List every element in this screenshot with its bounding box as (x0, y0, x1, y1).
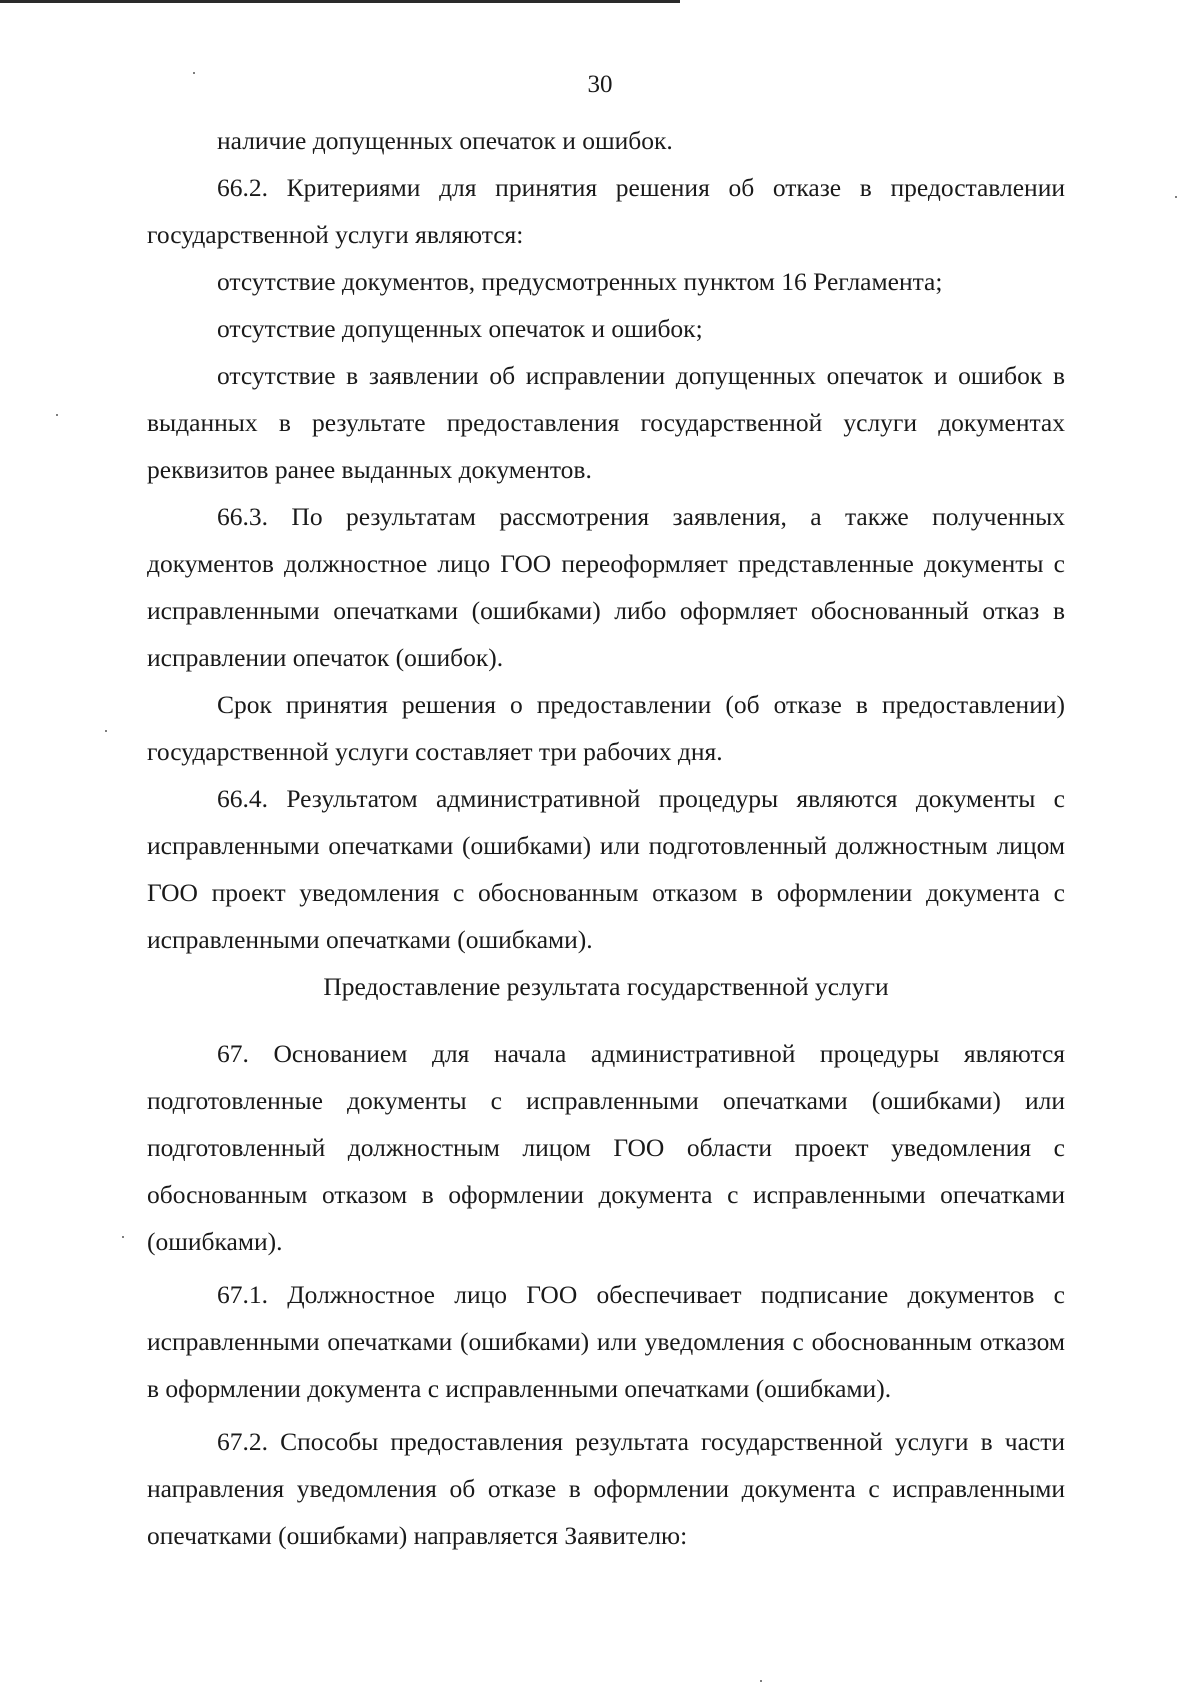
document-body (147, 117, 1065, 1559)
scan-speck (193, 72, 195, 74)
paragraph-67: 67. Основанием для начала административной процедуры являются подготовленные документы с исправленными опечатками (ошибками) или подготовленный должностным лицом ГОО области проект уведомления с обоснованным отказом в оформлении документа с исправленными опечатками (ошибками). (147, 1039, 1065, 1256)
top-border-line (0, 0, 680, 3)
list-item-criterion-3: отсутствие в заявлении об исправлении допущенных опечаток и ошибок в выданных в результате предоставления государственной услуги документах реквизитов ранее выданных документов. (147, 361, 1065, 484)
scan-speck (760, 1680, 762, 1682)
paragraph-continuation: наличие допущенных опечаток и ошибок. (217, 126, 673, 155)
paragraph-67-1: 67.1. Должностное лицо ГОО обеспечивает подписание документов с исправленными опечатками (ошибками) или уведомления с обоснованным отказом в оформлении документа с исправленными опечатками (ошибками). (147, 1280, 1065, 1403)
scan-speck (105, 730, 107, 732)
paragraph-66-2: 66.2. Критериями для принятия решения об отказе в предоставлении государственной услуги являются: (147, 173, 1065, 249)
scan-speck (122, 1236, 124, 1238)
scan-speck (56, 414, 58, 416)
list-item-criterion-1: отсутствие документов, предусмотренных пунктом 16 Регламента; (217, 267, 943, 296)
scan-speck (1175, 196, 1177, 198)
page-number: 30 (587, 71, 613, 98)
list-item-criterion-2: отсутствие допущенных опечаток и ошибок; (217, 314, 703, 343)
paragraph-66-4: 66.4. Результатом административной процедуры являются документы с исправленными опечатками (ошибками) или подготовленный должностным лицом ГОО проект уведомления с обоснованным отказом в оформлении документа с исправленными опечатками (ошибками). (147, 784, 1065, 954)
paragraph-67-2: 67.2. Способы предоставления результата государственной услуги в части направления уведомления об отказе в оформлении документа с исправленными опечатками (ошибками) направляется Заявителю: (147, 1427, 1065, 1550)
paragraph-deadline: Срок принятия решения о предоставлении (об отказе в предоставлении) государственной услуги составляет три рабочих дня. (147, 690, 1065, 766)
paragraph-66-3: 66.3. По результатам рассмотрения заявления, а также полученных документов должностное лицо ГОО переоформляет представленные документы с исправленными опечатками (ошибками) либо оформляет обоснованный отказ в исправлении опечаток (ошибок). (147, 502, 1065, 672)
section-heading: Предоставление результата государственной услуги (323, 972, 889, 1001)
